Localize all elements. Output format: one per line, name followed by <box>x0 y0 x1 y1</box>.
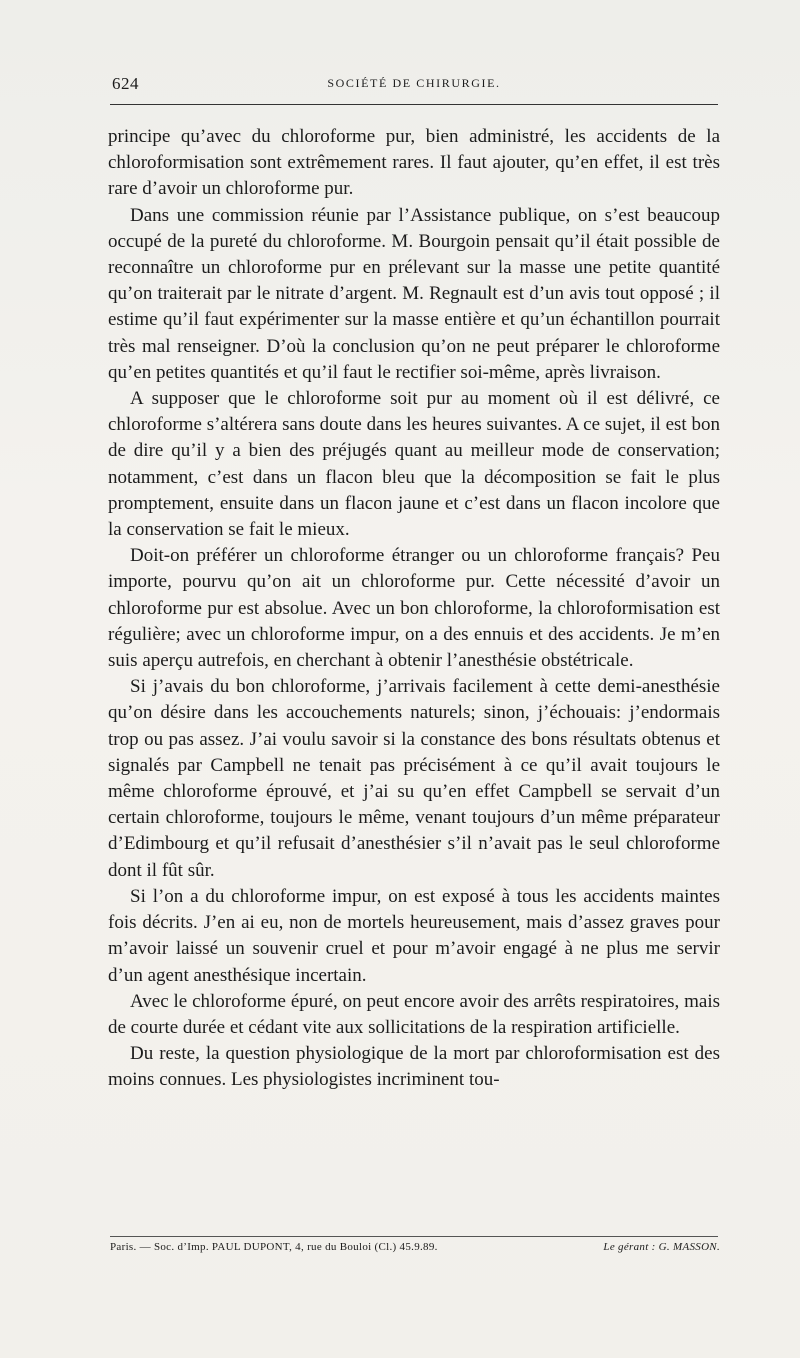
running-head: SOCIÉTÉ DE CHIRURGIE. <box>327 76 501 90</box>
footer-rule <box>110 1236 718 1237</box>
gerant-line: Le gérant : G. MASSON. <box>603 1241 720 1253</box>
paragraph-3: A supposer que le chloroforme soit pur au moment où il est délivré, ce chloroforme s’altérera sans doute dans les heures suivantes. A ce sujet, il est bon de dire qu’il y a bien des préjugés quant au meilleur mode de conservation; notamment, c’est dans un flacon bleu que la décomposition se fait le plus promptement, ensuite dans un flacon jaune et c’est dans un flacon incolore que la conservation se fait le mieux. <box>108 388 720 541</box>
paragraph-8: Du reste, la question physiologique de la mort par chloroformisation est des moins connues. Les physiologistes incriminent tou- <box>108 1043 720 1091</box>
paragraph-1: principe qu’avec du chloroforme pur, bien administré, les accidents de la chloroformisation sont extrêmement rares. Il faut ajouter, qu’en effet, il est très rare d’avoir un chloroforme pur. <box>108 126 720 200</box>
page-header <box>108 70 720 100</box>
paragraph-5: Si j’avais du bon chloroforme, j’arrivais facilement à cette demi-anesthésie qu’on désire dans les accouchements naturels; sinon, j’échouais: j’endormais trop ou pas assez. J’ai voulu savoir si la constance des bons résultats obtenus et signalés par Campbell ne tenait pas précisément à ce qu’il avait toujours le même chloroforme éprouvé, et j’ai su qu’en effet Campbell se servait d’un certain chloroforme, toujours le même, venant toujours d’un même préparateur d’Edimbourg et qu’il refusait d’anesthésier s’il n’avait pas le seul chloroforme dont il fût sûr. <box>108 676 720 881</box>
paragraph-4: Doit-on préférer un chloroforme étranger ou un chloroforme français? Peu importe, pourvu qu’on ait un chloroforme pur. Cette nécessité d’avoir un chloroforme pur est absolue. Avec un bon chloroforme, la chloroformisation est régulière; avec un chloroforme impur, on a des ennuis et des accidents. Je m’en suis aperçu autrefois, en cherchant à obtenir l’anesthésie obstétricale. <box>108 545 720 672</box>
paragraph-6: Si l’on a du chloroforme impur, on est exposé à tous les accidents maintes fois décrits. J’en ai eu, non de mortels heureusement, mais d’assez graves pour m’avoir laissé un souvenir cruel et pour m’avoir engagé à ne plus me servir d’un agent anesthésique incertain. <box>108 885 720 986</box>
printer-imprint: Paris. — Soc. d’Imp. PAUL DUPONT, 4, rue du Bouloi (Cl.) 45.9.89. <box>110 1241 438 1253</box>
header-rule <box>110 104 718 105</box>
page-footer <box>108 1241 720 1259</box>
page-number: 624 <box>112 74 139 93</box>
paragraph-7: Avec le chloroforme épuré, on peut encore avoir des arrêts respiratoires, mais de courte durée et cédant vite aux sollicitations de la respiration artificielle. <box>108 990 720 1038</box>
body-text <box>108 124 720 1242</box>
paragraph-2: Dans une commission réunie par l’Assistance publique, on s’est beaucoup occupé de la pureté du chloroforme. M. Bourgoin pensait qu’il était possible de reconnaître un chloroforme pur en prélevant sur la masse une petite quantité qu’on traiterait par le nitrate d’argent. M. Regnault est d’un avis tout opposé ; il estime qu’il faut expérimenter sur la masse entière et qu’un échantillon pourrait très mal renseigner. D’où la conclusion qu’on ne peut préparer le chloroforme qu’en petites quantités et qu’il faut le rectifier soi-même, après livraison. <box>108 204 720 383</box>
